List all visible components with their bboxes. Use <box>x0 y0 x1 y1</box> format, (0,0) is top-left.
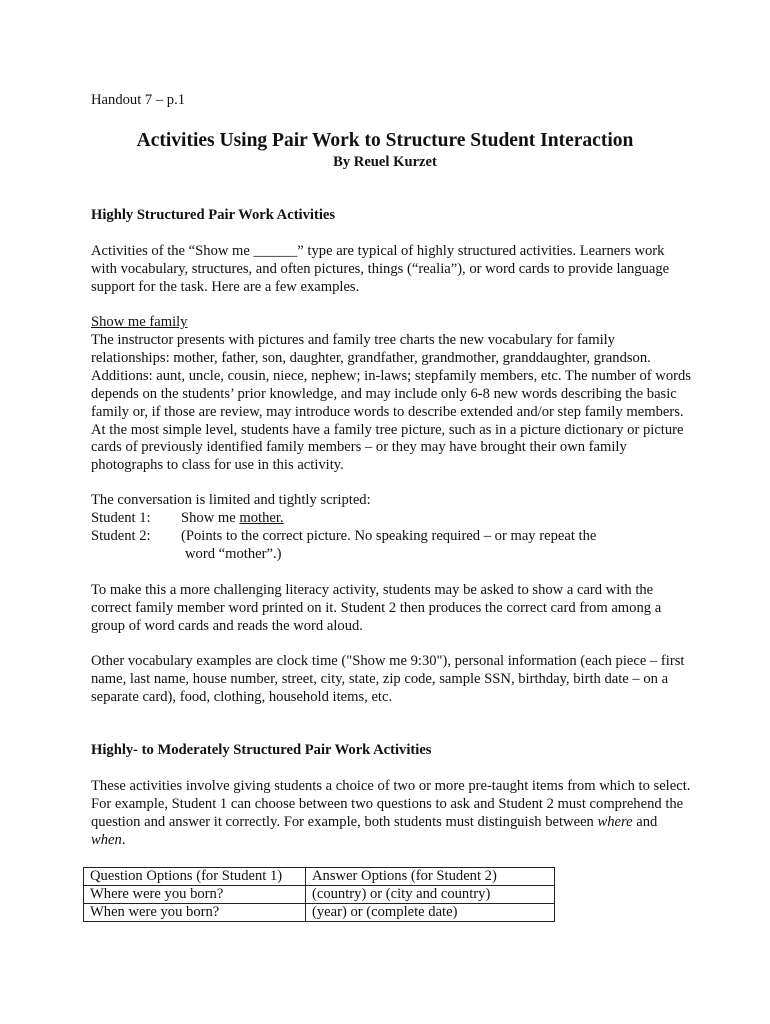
dialog-line-student-1 <box>91 510 691 528</box>
other-vocabulary-paragraph: Other vocabulary examples are clock time ("Show me 9:30"), personal information (each piece – first name, last name, house number, street, city, state, zip code, sample SSN, birthday, birth date – on a separate card), food, clothing, household items, etc. <box>91 653 685 705</box>
document-author: By Reuel Kurzet <box>333 154 437 170</box>
show-me-family-paragraph: The instructor presents with pictures and family tree charts the new vocabulary for family relationships: mother, father, son, daughter, grandfather, grandmother, granddaughter, grandson. Additions: aunt, uncle, cousin, niece, nephew; in-laws; stepfamily members, etc. The number of words depends on the students’ prior knowledge, and may include only 6-8 new words describing the basic family or, if those are review, may introduce words to describe extended and/or step family members. At the most simple level, students have a family tree picture, such as in a picture dictionary or picture cards of previously identified family members – or they may have brought their own family photographs to class for use in this activity. <box>91 332 691 474</box>
speaker-label: Student 1: <box>91 510 151 526</box>
dialog-text-line: word “mother”.) <box>185 545 282 562</box>
dialog-prefix: Show me <box>181 510 240 526</box>
section-intro-paragraph: Activities of the “Show me ______” type are typical of highly structured activities. Learners work with vocabulary, structures, and often pictures, things (“realia”), or word cards to provide language support for the task. Here are a few examples. <box>91 243 670 295</box>
connector-and: and <box>632 813 658 830</box>
section-heading-moderately-structured: Highly- to Moderately Structured Pair Work Activities <box>91 742 432 758</box>
table-header-cell: Answer Options (for Student 2) <box>306 868 555 886</box>
table-row <box>84 904 555 922</box>
options-table <box>83 867 555 922</box>
dialog-text <box>181 528 691 564</box>
speaker-label: Student 2: <box>91 527 151 544</box>
literacy-paragraph: To make this a more challenging literacy activity, students may be asked to show a card with the correct family member word printed on it. Student 2 then produces the correct card from among a group of word cards and reads the word aloud. <box>91 582 662 634</box>
dialog-target-word: mother. <box>239 510 284 526</box>
table-cell: When were you born? <box>84 904 306 922</box>
dialog-line-student-2 <box>91 528 691 564</box>
document-title: Activities Using Pair Work to Structure Student Interaction <box>136 130 634 151</box>
table-cell: (country) or (city and country) <box>306 886 555 904</box>
table-header-cell: Question Options (for Student 1) <box>84 868 306 886</box>
dialog-text-line: (Points to the correct picture. No speaking required – or may repeat the <box>181 527 597 544</box>
table-row <box>84 886 555 904</box>
section-heading-highly-structured: Highly Structured Pair Work Activities <box>91 207 336 223</box>
emphasis-when: when <box>91 831 122 848</box>
dialog-block <box>91 510 691 564</box>
dialog-text <box>181 510 691 528</box>
period: . <box>121 831 126 848</box>
moderately-structured-paragraph <box>91 778 691 850</box>
table-cell: Where were you born? <box>84 886 306 904</box>
table-cell: (year) or (complete date) <box>306 904 555 922</box>
conversation-intro: The conversation is limited and tightly scripted: <box>91 492 371 508</box>
emphasis-where: where <box>597 813 633 830</box>
handout-label: Handout 7 – p.1 <box>91 92 186 108</box>
subheading-show-me-family: Show me family <box>91 314 188 330</box>
paragraph-text: These activities involve giving students a choice of two or more pre-taught items from which to select. For example, Student 1 can choose between two questions to ask and Student 2 must comprehend the question and answer it correctly. For example, both students must distinguish between <box>91 778 691 830</box>
table-header-row <box>84 868 555 886</box>
